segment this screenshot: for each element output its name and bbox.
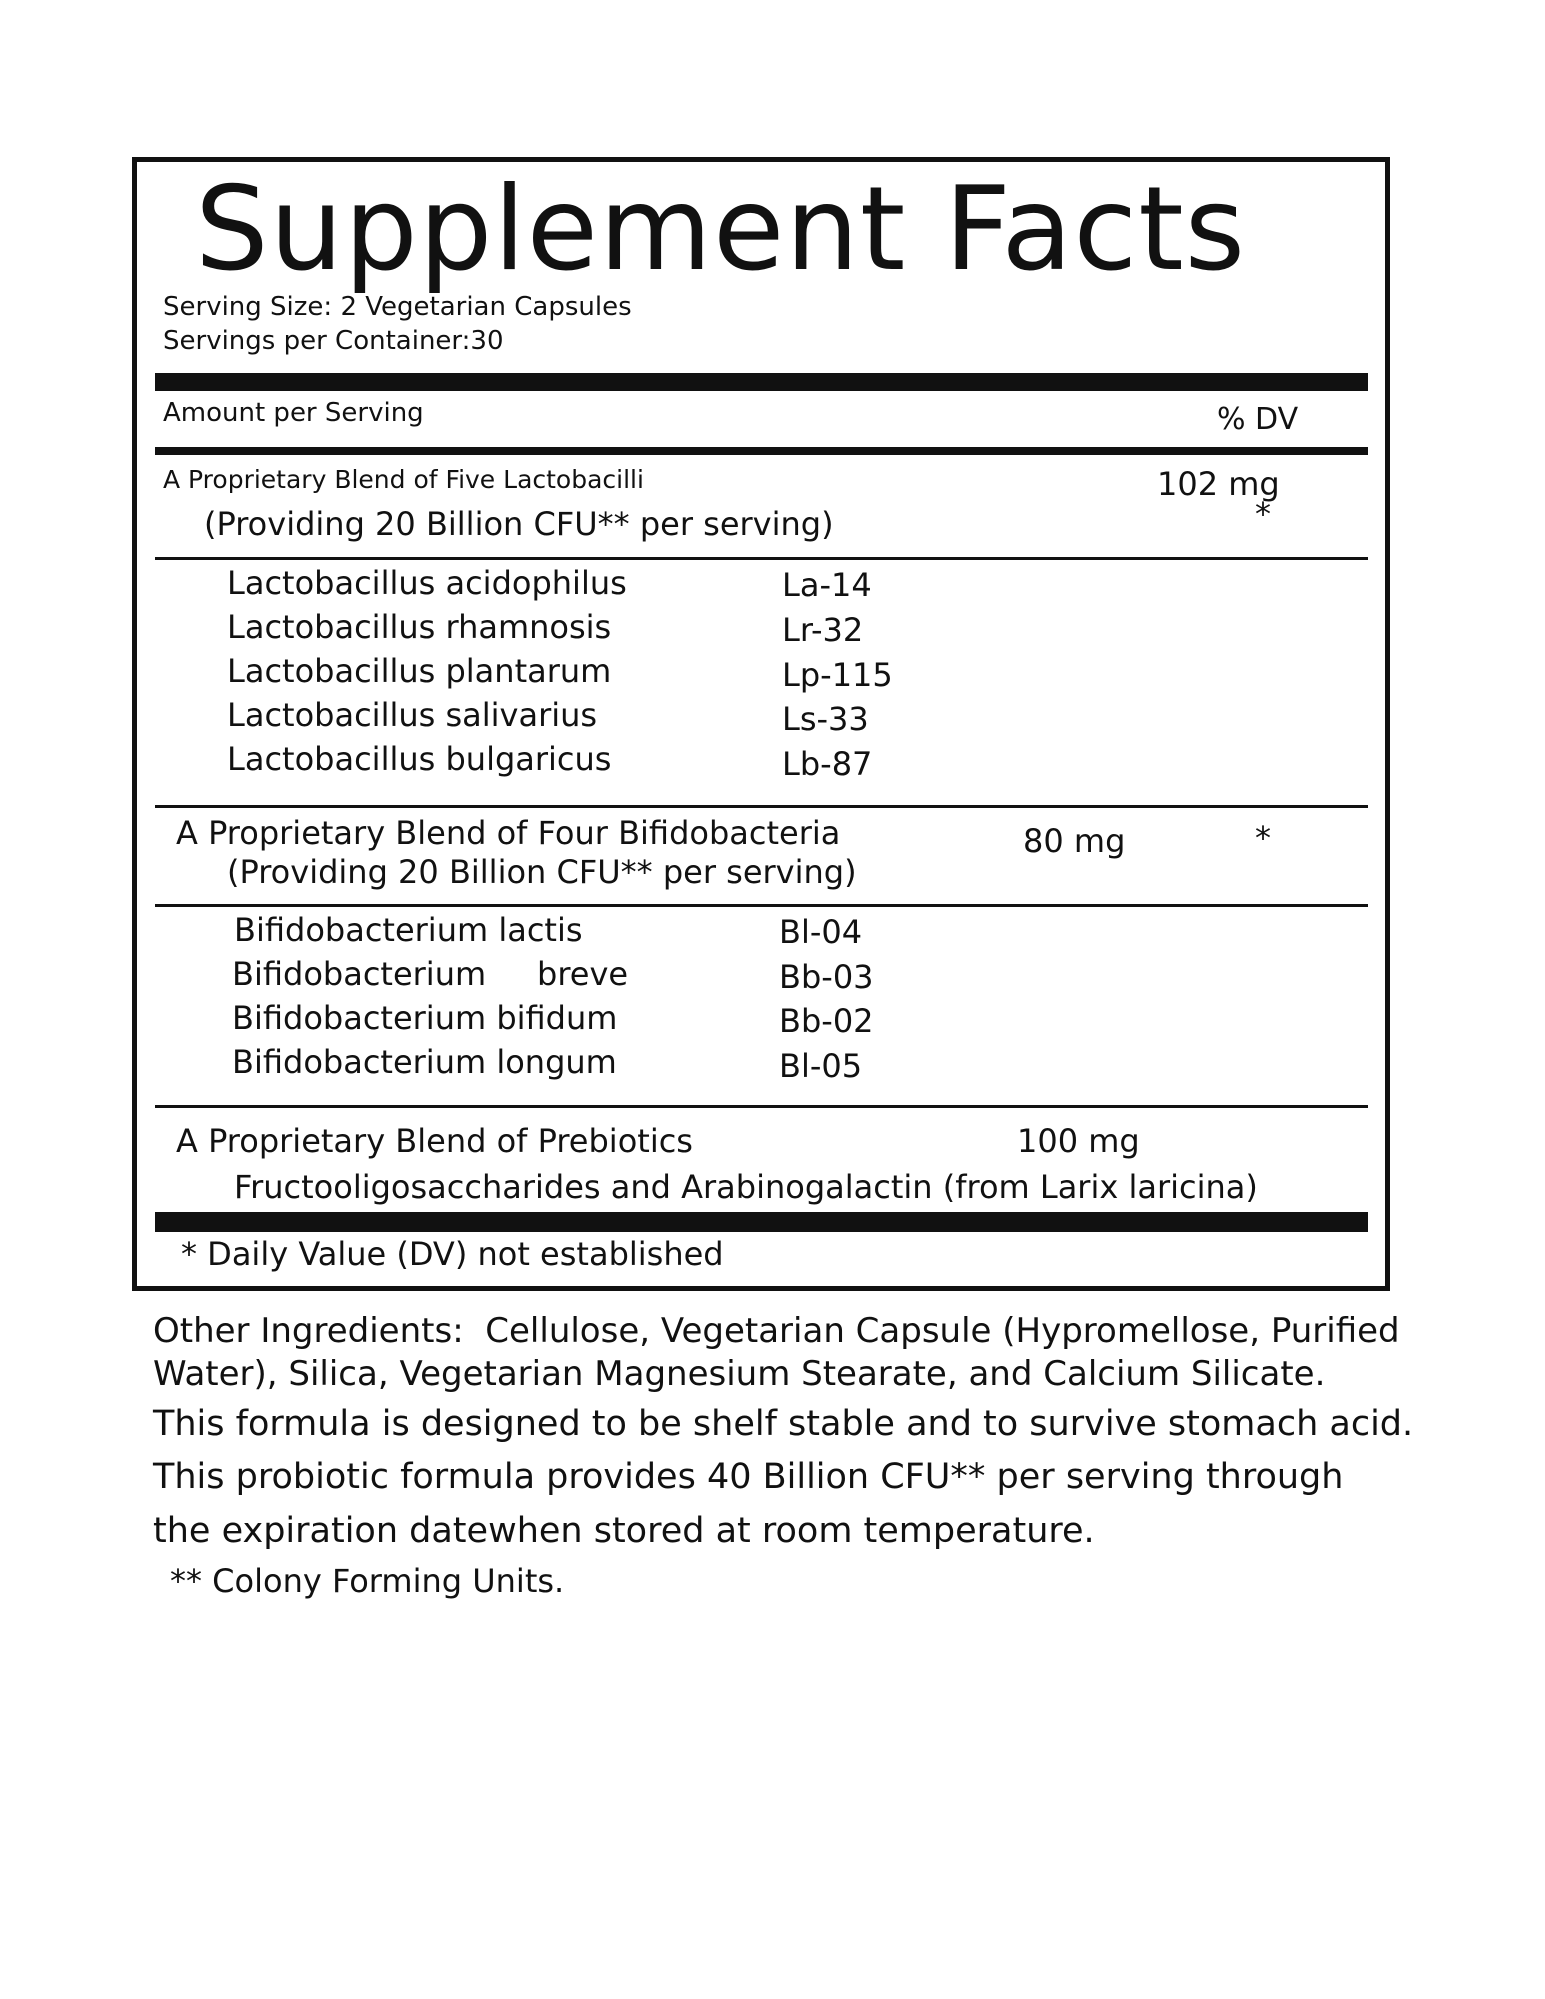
bifidobacteria-cfu: (Providing 20 Billion CFU** per serving) — [227, 853, 857, 891]
lactobacilli-dv: * — [1255, 495, 1271, 533]
strain-name: Lactobacillus salivarius — [227, 696, 598, 734]
servings-per-container: Servings per Container:30 — [163, 326, 504, 356]
dv-header: % DV — [1217, 402, 1299, 437]
serving-size: Serving Size: 2 Vegetarian Capsules — [163, 292, 632, 322]
label-title: Supplement Facts — [195, 162, 1247, 297]
bifidobacteria-dv: * — [1255, 819, 1271, 857]
strain-name: Bifidobacterium bifidum — [232, 999, 618, 1037]
bifidobacteria-amount: 80 mg — [1023, 822, 1126, 860]
stability-statement: This formula is designed to be shelf stable and to survive stomach acid. — [153, 1404, 1414, 1444]
strain-name: Lactobacillus bulgaricus — [227, 740, 612, 778]
strain-name: Lactobacillus plantarum — [227, 652, 612, 690]
prebiotics-blend-name: A Proprietary Blend of Prebiotics — [176, 1122, 693, 1160]
strain-name: Bifidobacterium longum — [232, 1043, 617, 1081]
thin-divider — [155, 557, 1368, 560]
cfu-footnote: ** Colony Forming Units. — [170, 1562, 565, 1600]
other-ingredients-line-1: Other Ingredients: Cellulose, Vegetarian Capsule (Hypromellose, Purified — [153, 1311, 1400, 1351]
strain-code: Lr-32 — [782, 611, 864, 649]
thin-divider — [155, 904, 1368, 907]
prebiotics-detail: Fructooligosaccharides and Arabinogalactin (from Larix laricina) — [234, 1168, 1258, 1206]
strain-code: Bl-04 — [779, 913, 863, 951]
thick-divider — [155, 1212, 1368, 1232]
thin-divider — [155, 1105, 1368, 1108]
strain-name: Bifidobacterium breve — [232, 955, 629, 993]
dv-note: * Daily Value (DV) not established — [181, 1235, 724, 1273]
strain-name: Lactobacillus rhamnosis — [227, 608, 612, 646]
strain-code: Bb-02 — [779, 1002, 874, 1040]
strain-code: Bb-03 — [779, 958, 874, 996]
lactobacilli-amount: 102 mg — [1157, 465, 1280, 503]
strain-code: Lp-115 — [782, 656, 893, 694]
thick-divider — [155, 373, 1368, 391]
supplement-facts-panel — [132, 157, 1390, 1291]
lactobacilli-cfu: (Providing 20 Billion CFU** per serving) — [204, 505, 834, 543]
strain-code: Ls-33 — [782, 700, 869, 738]
bifidobacteria-blend-name: A Proprietary Blend of Four Bifidobacteria — [176, 814, 841, 852]
strain-code: Bl-05 — [779, 1047, 863, 1085]
potency-line-1: This probiotic formula provides 40 Billion CFU** per serving through — [153, 1457, 1344, 1497]
potency-line-2: the expiration datewhen stored at room temperature. — [153, 1511, 1095, 1551]
strain-name: Lactobacillus acidophilus — [227, 564, 627, 602]
other-ingredients-line-2: Water), Silica, Vegetarian Magnesium Stearate, and Calcium Silicate. — [153, 1354, 1326, 1394]
strain-code: La-14 — [782, 566, 872, 604]
strain-name: Bifidobacterium lactis — [234, 911, 583, 949]
medium-divider — [155, 447, 1368, 455]
strain-code: Lb-87 — [782, 745, 873, 783]
amount-per-serving-header: Amount per Serving — [163, 398, 424, 428]
lactobacilli-blend-name: A Proprietary Blend of Five Lactobacilli — [163, 465, 644, 494]
prebiotics-amount: 100 mg — [1017, 1122, 1140, 1160]
thin-divider — [155, 805, 1368, 808]
